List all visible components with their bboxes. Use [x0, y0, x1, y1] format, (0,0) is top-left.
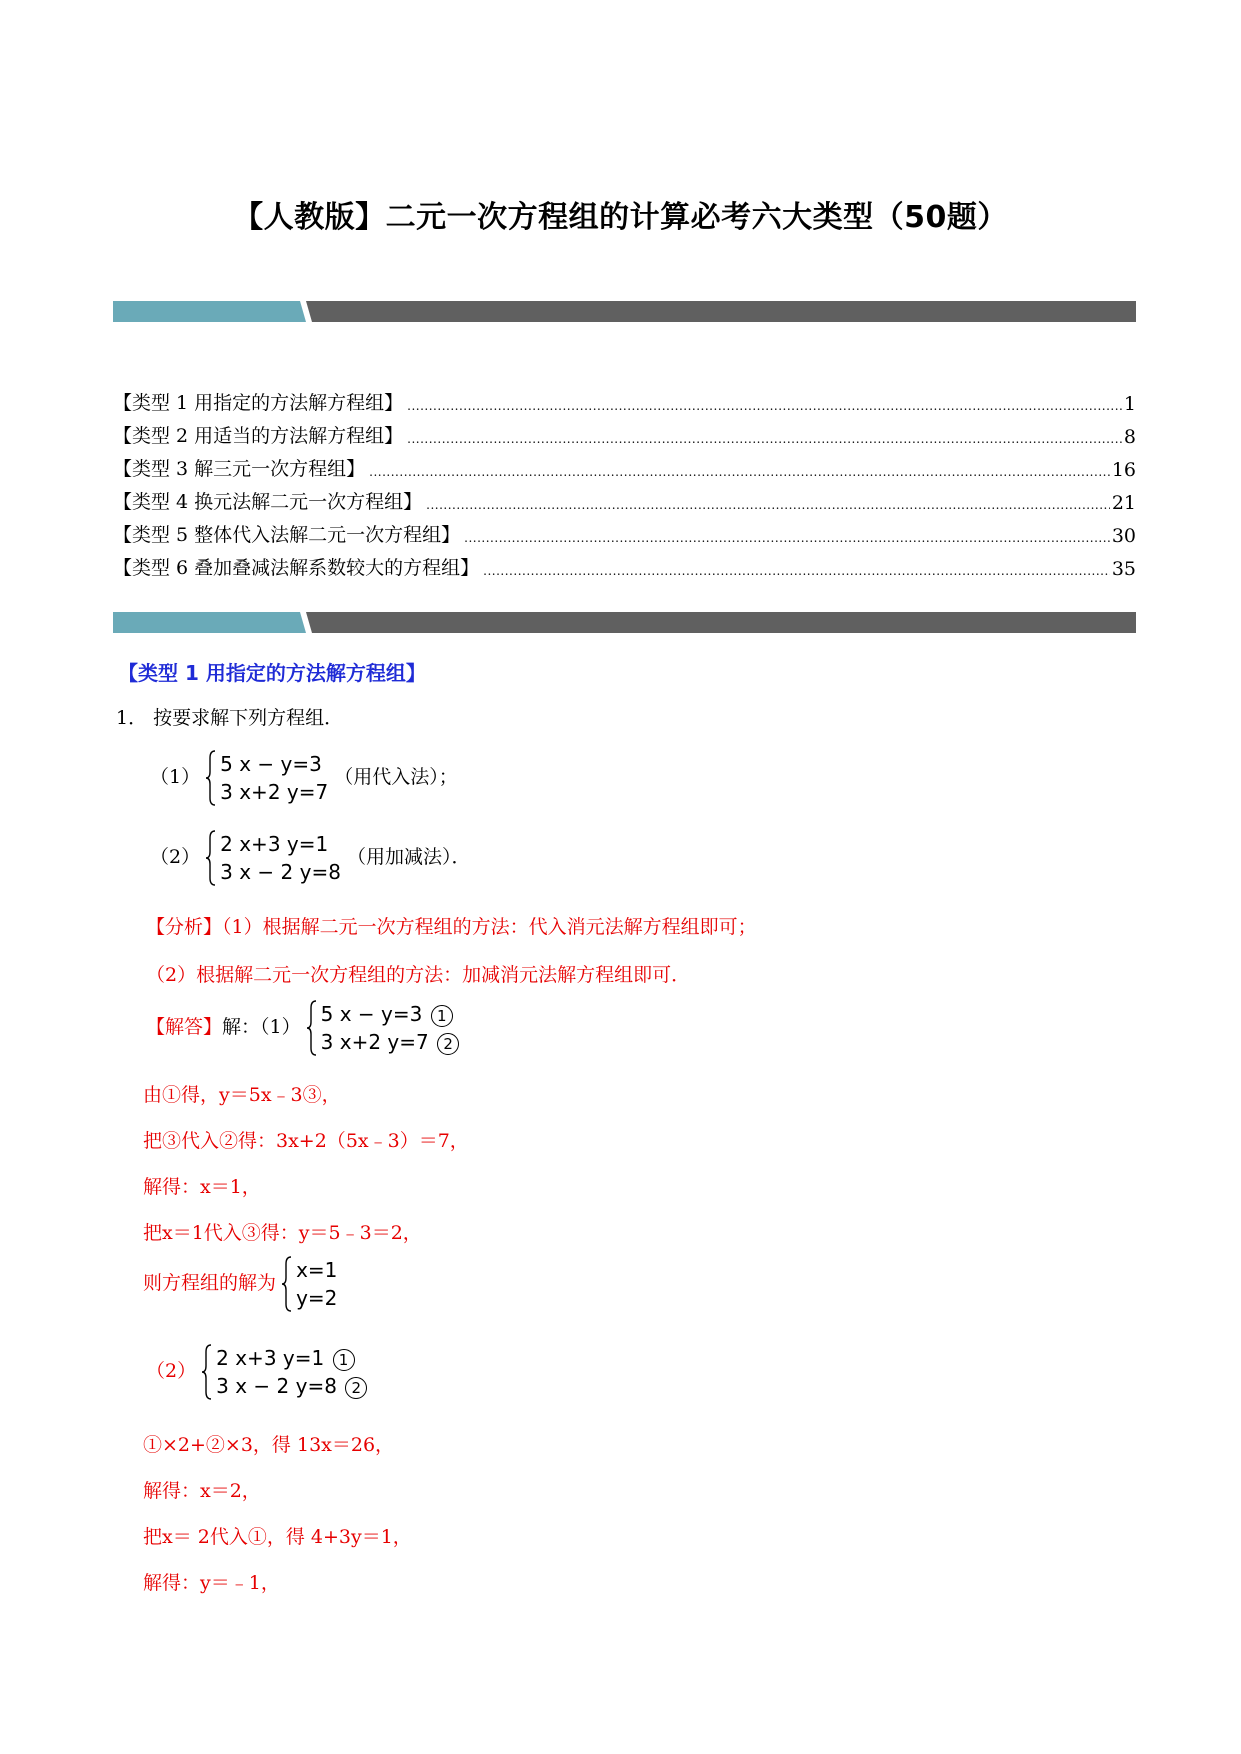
equation: 2 x+3 y=1: [216, 1346, 325, 1370]
analysis-line: （2）根据解二元一次方程组的方法：加减消元法解方程组即可．: [146, 964, 691, 986]
left-brace-icon: [202, 1344, 212, 1400]
toc-label: 【类型 6 叠加叠减法解系数较大的方程组】: [113, 557, 480, 579]
toc-page-number: 1: [1123, 393, 1136, 415]
solution-step: 把x＝ 2代入①，得 4+3y＝1，: [143, 1526, 412, 1548]
toc-label: 【类型 1 用指定的方法解方程组】: [113, 392, 404, 414]
toc-label: 【类型 3 解三元一次方程组】: [113, 458, 366, 480]
left-brace-icon: [307, 1000, 317, 1056]
equation: 3 x − 2 y=8: [220, 860, 341, 884]
analysis-line: [146, 912, 757, 939]
result-prefix: 则方程组的解为: [143, 1272, 277, 1294]
method-note: （用加减法）．: [346, 846, 471, 868]
toc-item[interactable]: [113, 550, 1136, 580]
section-divider: [113, 301, 1136, 322]
toc-leader: [483, 560, 1110, 582]
page-title: 【人教版】二元一次方程组的计算必考六大类型（50题）: [233, 200, 1008, 235]
circled-number: 1: [431, 1005, 453, 1027]
toc-item[interactable]: [113, 385, 1136, 415]
part-label: （1）: [150, 766, 201, 788]
left-brace-icon: [282, 1256, 292, 1312]
question-part-1: [150, 750, 458, 806]
equation: 3 x − 2 y=8: [216, 1374, 337, 1398]
equation: 3 x+2 y=7: [320, 1030, 429, 1054]
solution-step: 把③代入②得：3x+2（5x﹣3）＝7，: [143, 1130, 469, 1152]
circled-number: 1: [333, 1349, 355, 1371]
toc-item[interactable]: [113, 517, 1136, 547]
answer-lead: 解：（1）: [222, 1016, 301, 1038]
left-brace-icon: [206, 830, 216, 886]
toc-item[interactable]: [113, 418, 1136, 448]
toc-leader: [464, 527, 1110, 549]
analysis-text: （1）根据解二元一次方程组的方法：代入消元法解方程组即可；: [222, 916, 757, 938]
toc-page-number: 35: [1111, 558, 1136, 580]
answer-tag: 【解答】: [146, 1016, 223, 1038]
equation: 5 x − y=3: [220, 752, 322, 776]
equation: 5 x − y=3: [320, 1002, 423, 1026]
toc-label: 【类型 2 用适当的方法解方程组】: [113, 425, 404, 447]
circled-number: 2: [437, 1033, 459, 1055]
question-stem: [116, 703, 343, 730]
equation-system: [202, 1344, 369, 1400]
equation: 2 x+3 y=1: [220, 832, 329, 856]
question-part-2: [150, 830, 471, 886]
toc-leader: [426, 494, 1110, 516]
part-label: （2）: [146, 1360, 197, 1382]
section-heading: 【类型 1 用指定的方法解方程组】: [118, 661, 426, 685]
question-text: 按要求解下列方程组．: [153, 707, 344, 729]
solution-result: [143, 1256, 337, 1312]
equation-system: [307, 1000, 461, 1056]
toc-page-number: 16: [1111, 459, 1136, 481]
answer-part-2: [146, 1344, 369, 1400]
solution-step: 把x＝1代入③得：y＝5﹣3＝2，: [143, 1222, 422, 1244]
toc-label: 【类型 5 整体代入法解二元一次方程组】: [113, 524, 461, 546]
toc-page-number: 8: [1123, 426, 1136, 448]
circled-number: 2: [345, 1377, 367, 1399]
analysis-tag: 【分析】: [146, 916, 223, 938]
solution-step: ①×2+②×3，得 13x＝26，: [143, 1434, 395, 1456]
solution-step: 解得：y＝﹣1，: [143, 1572, 280, 1594]
section-divider: [113, 612, 1136, 633]
toc-label: 【类型 4 换元法解二元一次方程组】: [113, 491, 423, 513]
equation-system: [206, 830, 341, 886]
solution-step: 解得：x＝2，: [143, 1480, 261, 1502]
toc-item[interactable]: [113, 484, 1136, 514]
left-brace-icon: [206, 750, 216, 806]
solution-step: 由①得，y＝5x﹣3③，: [143, 1084, 341, 1106]
equation-system: [206, 750, 328, 806]
toc-leader: [407, 428, 1122, 450]
equation: y=2: [296, 1286, 338, 1310]
solution-step: 解得：x＝1，: [143, 1176, 261, 1198]
equation: 3 x+2 y=7: [220, 780, 329, 804]
equation: x=1: [296, 1258, 338, 1282]
toc-item[interactable]: [113, 451, 1136, 481]
toc-leader: [407, 395, 1122, 417]
toc-page-number: 30: [1111, 525, 1136, 547]
method-note: （用代入法）；: [334, 766, 458, 788]
equation-system: [282, 1256, 337, 1312]
toc-page-number: 21: [1111, 492, 1136, 514]
question-number: 1．: [116, 707, 148, 729]
answer-part-1: [146, 1000, 461, 1056]
toc-leader: [369, 461, 1110, 483]
part-label: （2）: [150, 846, 201, 868]
